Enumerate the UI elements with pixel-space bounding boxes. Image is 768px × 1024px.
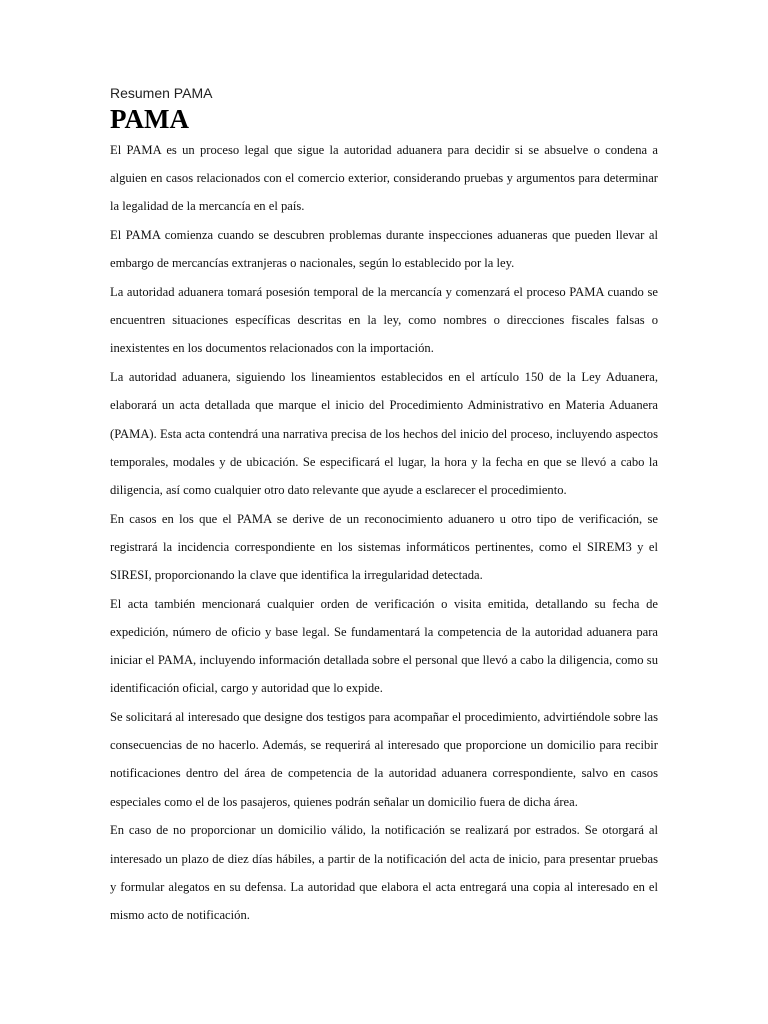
paragraph-definition: El PAMA es un proceso legal que sigue la autoridad aduanera para decidir si se absuelve o condena a alguien en casos relacionados con el comercio exterior, considerando pruebas y argumentos para determinar la legalidad de la mercancía en el país.: [110, 143, 658, 214]
paragraph-testigos: Se solicitará al interesado que designe dos testigos para acompañar el procedimiento, advirtiéndole sobre las consecuencias de no hacerlo. Además, se requerirá al interesado que proporcione un domicilio para recibir notificaciones dentro del área de competencia de la autoridad aduanera correspondiente, salvo en casos especiales como el de los pasajeros, quienes podrán señalar un domicilio fuera de dicha área.: [110, 710, 658, 809]
document-header: Resumen PAMA: [110, 85, 213, 101]
document-title: PAMA: [110, 104, 189, 134]
paragraph-sistemas: En casos en los que el PAMA se derive de un reconocimiento aduanero u otro tipo de verificación, se registrará la incidencia correspondiente en los sistemas informáticos pertinentes, como el SIREM3 y el SIRESI, proporcionando la clave que identifica la irregularidad detectada.: [110, 511, 658, 583]
paragraph-posesion: La autoridad aduanera tomará posesión temporal de la mercancía y comenzará el proceso PAMA cuando se encuentren situaciones específicas descritas en la ley, como nombres o direcciones fiscales falsas o inexistentes en los documentos relacionados con la importación.: [110, 285, 658, 356]
paragraph-orden: El acta también mencionará cualquier orden de verificación o visita emitida, detallando su fecha de expedición, número de oficio y base legal. Se fundamentará la competencia de la autoridad aduanera para iniciar el PAMA, incluyendo información detallada sobre el personal que llevó a cabo la diligencia, como su identificación oficial, cargo y autoridad que lo expide.: [110, 596, 658, 696]
paragraph-notificacion: En caso de no proporcionar un domicilio válido, la notificación se realizará por estrados. Se otorgará al interesado un plazo de diez días hábiles, a partir de la notificación del acta de inicio, para presentar pruebas y formular alegatos en su defensa. La autoridad que elabora el acta entregará una copia al interesado en el mismo acto de notificación.: [110, 823, 658, 922]
paragraph-acta: La autoridad aduanera, siguiendo los lineamientos establecidos en el artículo 150 de la Ley Aduanera, elaborará un acta detallada que marque el inicio del Procedimiento Administrativo en Materia Aduanera (PAMA). Esta acta contendrá una narrativa precisa de los hechos del inicio del proceso, incluyendo aspectos temporales, modales y de ubicación. Se especificará el lugar, la hora y la fecha en que se llevó a cabo la diligencia, así como cualquier otro dato relevante que ayude a esclarecer el procedimiento.: [110, 370, 658, 497]
paragraph-inicio: El PAMA comienza cuando se descubren problemas durante inspecciones aduaneras que pueden llevar al embargo de mercancías extranjeras o nacionales, según lo establecido por la ley.: [110, 228, 658, 271]
document-page: [110, 82, 658, 930]
